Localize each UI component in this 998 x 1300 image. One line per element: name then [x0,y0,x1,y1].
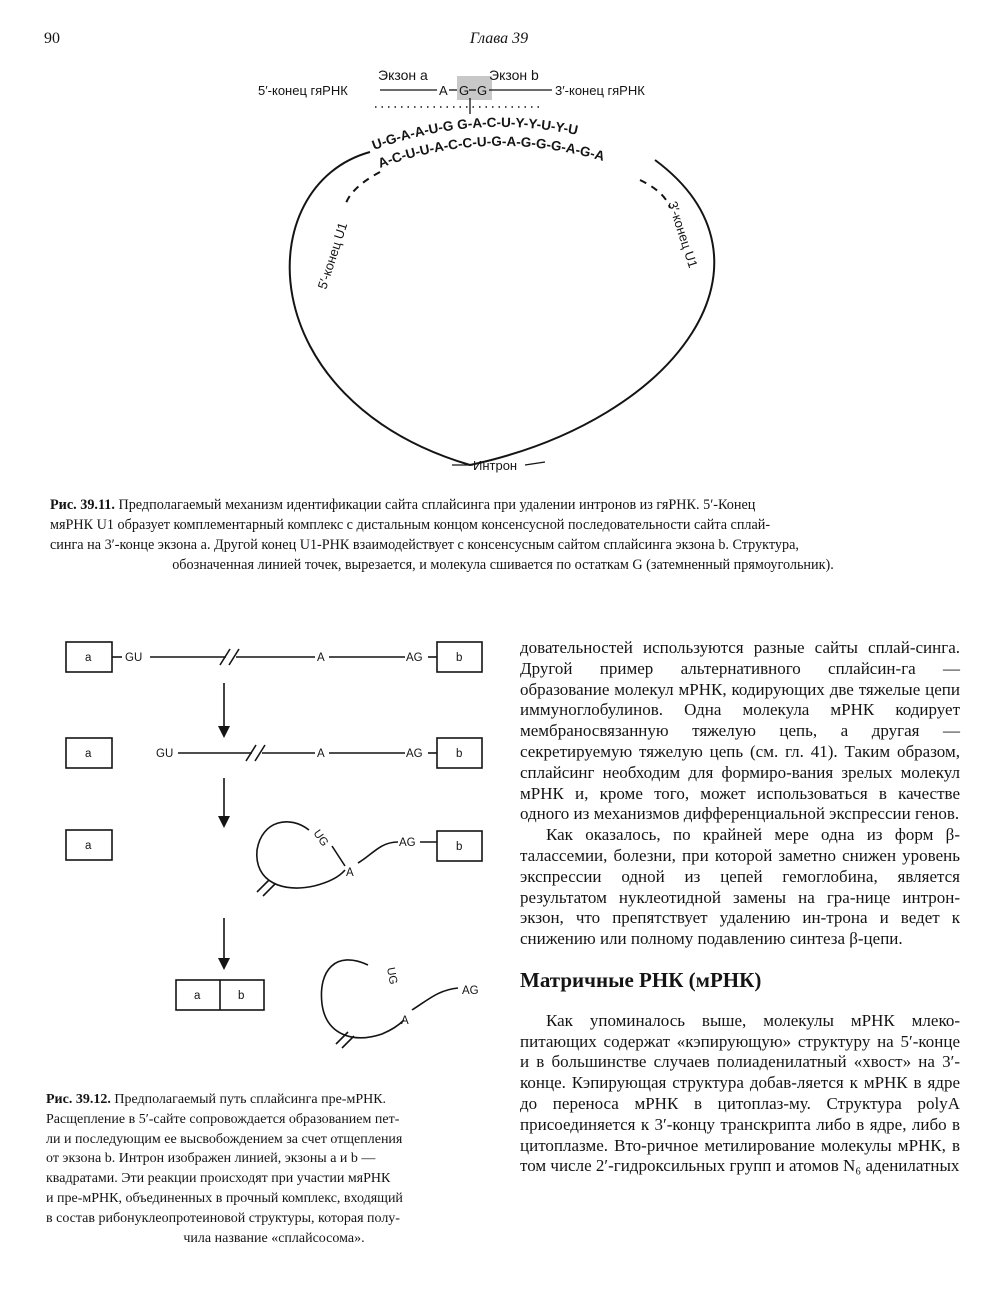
fig1-caption-line3: синга на 3′-конце экзона a. Другой конец U1-РНК взаимодействует с консенсусным сайтом сплайсинга экзона b. Структура, [50,537,799,553]
row3-ug-to-a [332,846,345,866]
fig1-caption-text1: Предполагаемый механизм идентификации сайта сплайсинга при удалении интронов из гяРНК. 5′-Конец [118,497,756,513]
row3-label-ag: AG [399,837,416,849]
row1-label-a: a [85,652,92,664]
body-paragraph-3: Как упоминалось выше, молекулы мРНК млеко-питающих содержат «кэпирующую» структуру на 5′-конце и в большинстве случаев полиаденилатный «хвост» на 3′-конце. Кэпирующая структура добав-ляется к мРНК в ядре до переноса мРНК в цитоплаз-му. Структура polyA присоединяется к 3′-концу транскрипта либо в ядре, либо в цитоплазме. Вто-ричное метилирование молекулы мРНК, в том числе 2′-гидроксильных групп и атомов N₆ аденилатных [520,1010,960,1176]
u1-3-end-label: 3′-конец U1 [665,199,701,270]
fig2-caption-line4: от экзона b. Интрон изображен линией, экзоны a и b — [46,1151,376,1167]
fig2-caption-line3: ли и последующим ее высвобождением за счет отщепления [46,1131,403,1147]
junction-g1: G [459,83,470,98]
row1-label-ag: AG [406,652,423,664]
figure-39-12-caption [46,1090,502,1248]
row4-label-ag: AG [462,985,479,997]
row4-label-ug: UG [384,966,399,986]
pre-mrna-sequence: U-G-A-A-U-G G-A-C-U-Y-Y-U-Y-U [369,114,580,153]
row4-label-b: b [238,990,245,1002]
row4-label-a: a [194,990,201,1002]
row3-lariat [257,822,345,888]
fig1-caption-line1 [50,495,956,515]
exon-a-label: Экзон a [378,67,428,83]
body-text-column [520,638,960,1177]
row1-label-a-site: A [317,652,325,664]
row1-label-b: b [456,652,463,664]
fig2-caption-line6: и пре-мРНК, объединенных в прочный комплекс, входящий [46,1190,403,1206]
body-paragraph-2: Как оказалось, по крайней мере одна из форм β-талассемии, болезни, при которой заметно снижен уровень экспрессии одной из цепей гемоглобина, является результатом нуклеотидной замены на гра-нице интрон-экзон, что препятствует удалению ин-трона и ведет к снижению или полному подавлению синтеза β-цепи. [520,825,960,949]
row3-break-1 [257,880,269,892]
row3-break-2 [263,884,275,896]
row2-label-ag: AG [406,748,423,760]
body-paragraph-1: довательностей используются разные сайты сплай-синга. Другой пример альтернативного сплайсин-га — образование молекул мРНК, кодирующих две тяжелые цепи иммуноглобулинов. Одна молекула мРНК кодирует мембраносвязанную тяжелую цепь, а другая — секретируемую тяжелую цепь (см. гл. 41). Таким образом, сплайсинг необходим для формиро-вания зрелых молекул мРНК и, кроме того, может использоваться в качестве одного из механизмов дифференциальной экспрессии генов. [520,638,960,824]
left-end-label: 5′-конец гяРНК [258,83,348,98]
chapter-header: Глава 39 [469,30,529,47]
fig1-caption-line2: мяРНК U1 образует комплементарный комплекс с дистальным концом консенсусной последовательности сайта сплай- [50,517,771,533]
junction-a: A [439,83,448,98]
fig2-caption-line2: Расщепление в 5′-сайте сопровождается образованием пет- [46,1111,400,1127]
section-heading: Матричные РНК (мРНК) [520,967,762,992]
row3-a-to-ag [358,842,398,863]
u1-5-end-dashes [345,172,380,206]
exon-b-label: Экзон b [489,67,539,83]
intron-label: Интрон [473,458,518,473]
row1-label-gu: GU [125,652,143,664]
fig2-caption-line8: чила название «сплайсосома». [183,1230,365,1246]
u1-sequence: A-C-U-U-A-C-C-U-G-A-G-G-G-A-G-A [375,133,607,171]
row2-label-a-site: A [317,748,325,760]
intron-line-right [525,462,545,465]
fig1-caption-line4: обозначенная линией точек, вырезается, и молекула сшивается по остаткам G (затемненный прямоугольник). [172,557,834,573]
arrow-2-head [218,816,230,828]
arrow-3-head [218,958,230,970]
arrow-1-head [218,726,230,738]
figure-39-11 [0,0,998,490]
fig2-caption-line1 [46,1090,502,1110]
row4-label-a-site: A [401,1015,409,1027]
row2-label-gu: GU [156,748,174,760]
row3-label-a: a [85,840,92,852]
row2-label-b: b [456,748,463,760]
row3-label-ug: UG [310,827,331,849]
fig1-caption-label: Рис. 39.11. [50,497,115,513]
fig2-caption-line5: квадратами. Эти реакции происходят при участии мяРНК [46,1171,391,1187]
row3-label-a-site: A [346,867,354,879]
row2-label-a: a [85,748,92,760]
fig2-caption-text1: Предполагаемый путь сплайсинга пре-мРНК. [114,1092,387,1107]
fig2-caption-line7: в состав рибонуклеопротеиновой структуры, которая полу- [46,1210,400,1226]
u1-5-end-label: 5′-конец U1 [314,220,351,291]
row3-label-b: b [456,841,463,853]
right-end-label: 3′-конец гяРНК [555,83,645,98]
figure-39-11-caption [50,495,956,575]
intron-loop [290,152,715,465]
page-number: 90 [44,30,60,47]
row4-a-to-ag [412,988,458,1010]
junction-g2: G [477,83,488,98]
figure-39-12 [0,620,510,1090]
row4-break-2 [342,1036,354,1048]
fig2-caption-label: Рис. 39.12. [46,1092,111,1107]
